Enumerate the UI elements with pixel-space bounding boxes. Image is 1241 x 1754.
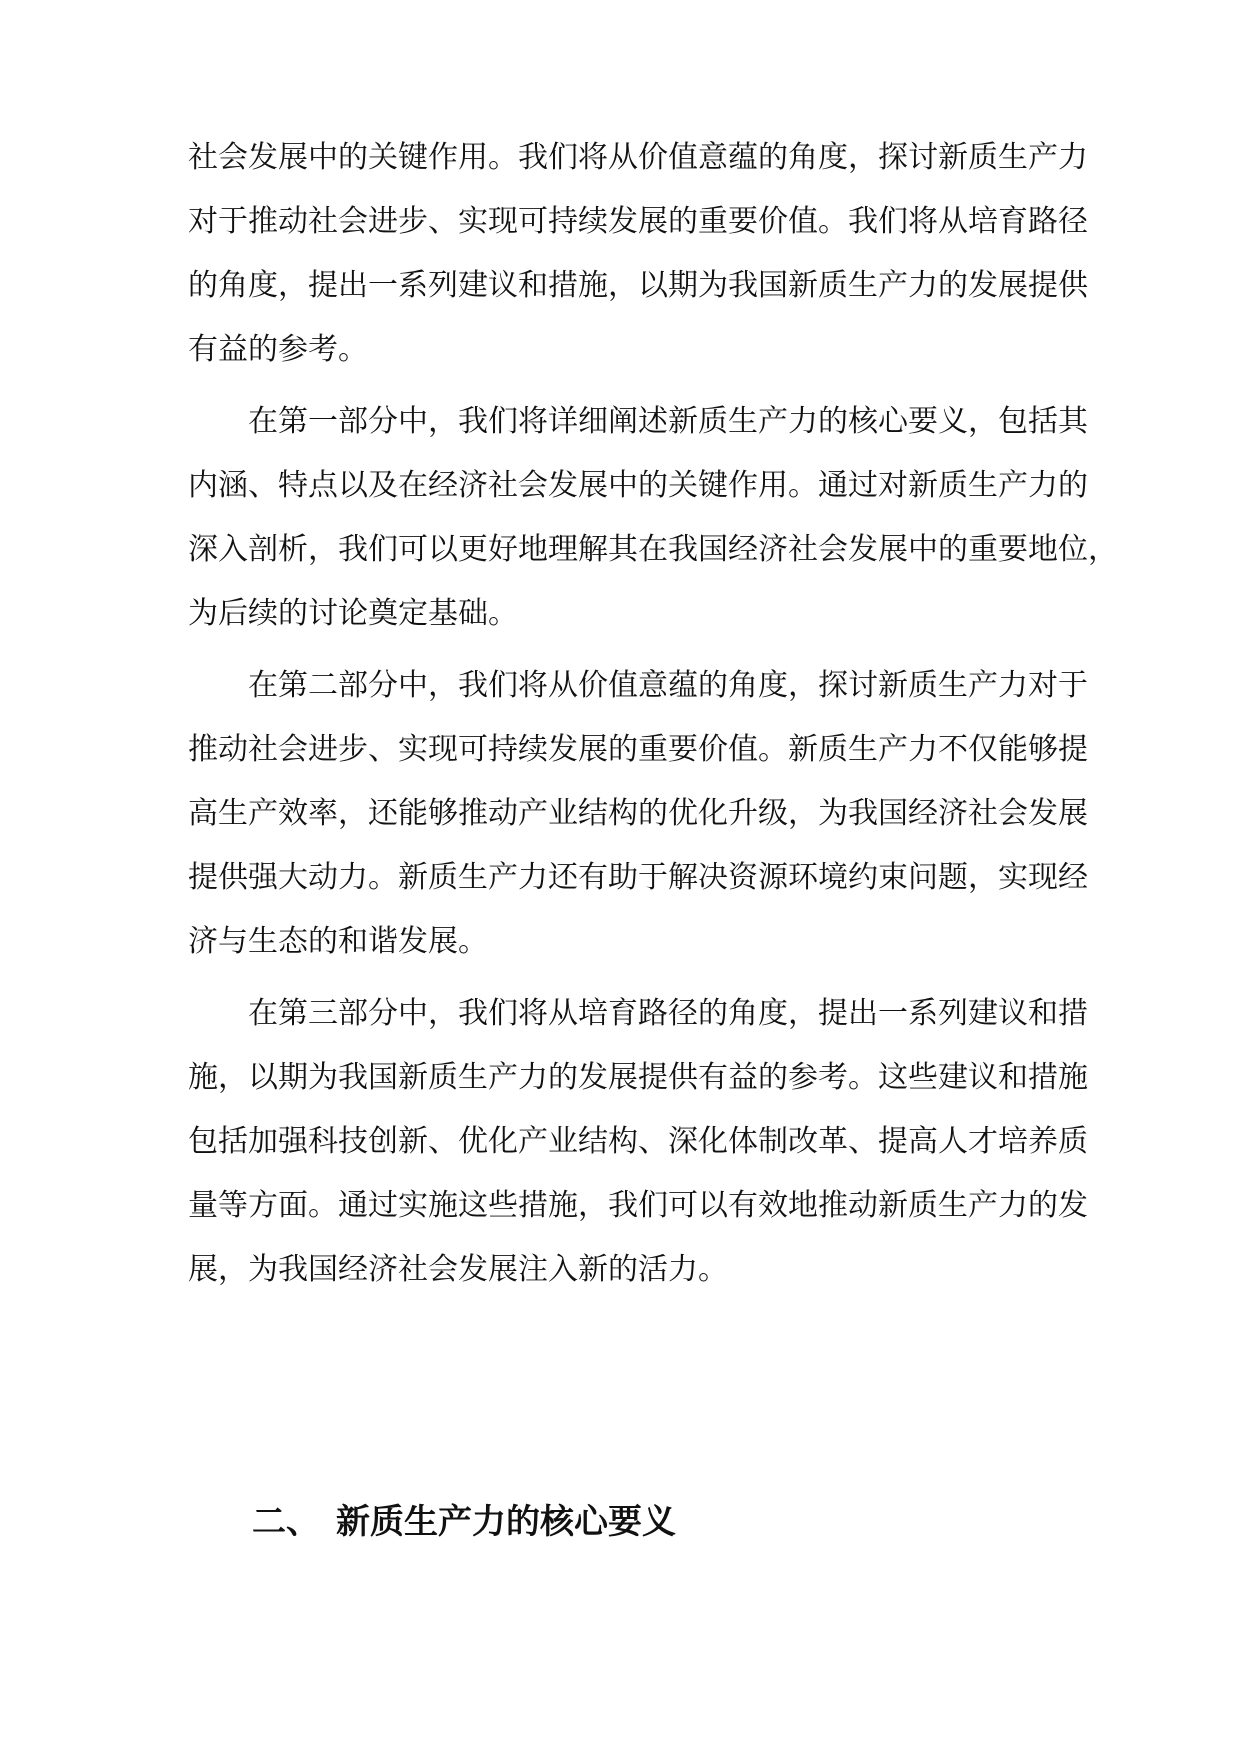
paragraph-3-line-2: 推动社会进步、实现可持续发展的重要价值。新质生产力不仅能够提 (188, 732, 1088, 767)
paragraph-4-line-3: 包括加强科技创新、优化产业结构、深化体制改革、提高人才培养质 (188, 1124, 1088, 1159)
paragraph-1-line-3: 的角度，提出一系列建议和措施，以期为我国新质生产力的发展提供 (188, 268, 1088, 303)
paragraph-4-line-1: 在第三部分中，我们将从培育路径的角度，提出一系列建议和措 (248, 996, 1088, 1031)
paragraph-1-line-1: 社会发展中的关键作用。我们将从价值意蕴的角度，探讨新质生产力 (188, 140, 1088, 175)
section-heading (252, 1500, 676, 1544)
paragraph-2-line-4: 为后续的讨论奠定基础。 (188, 596, 518, 631)
paragraph-3-line-1: 在第二部分中，我们将从价值意蕴的角度，探讨新质生产力对于 (248, 668, 1088, 703)
section-heading-number: 二、 (252, 1502, 320, 1542)
paragraph-4-line-2: 施，以期为我国新质生产力的发展提供有益的参考。这些建议和措施 (188, 1060, 1088, 1095)
paragraph-3-line-5: 济与生态的和谐发展。 (188, 924, 488, 959)
paragraph-3-line-3: 高生产效率，还能够推动产业结构的优化升级，为我国经济社会发展 (188, 796, 1088, 831)
paragraph-4-line-4: 量等方面。通过实施这些措施，我们可以有效地推动新质生产力的发 (188, 1188, 1088, 1223)
paragraph-2-line-1: 在第一部分中，我们将详细阐述新质生产力的核心要义，包括其 (248, 404, 1088, 439)
paragraph-1-line-2: 对于推动社会进步、实现可持续发展的重要价值。我们将从培育路径 (188, 204, 1088, 239)
paragraph-1-line-4: 有益的参考。 (188, 332, 368, 367)
paragraph-2-line-2: 内涵、特点以及在经济社会发展中的关键作用。通过对新质生产力的 (188, 468, 1088, 503)
paragraph-4-line-5: 展，为我国经济社会发展注入新的活力。 (188, 1252, 728, 1287)
paragraph-2-line-3: 深入剖析，我们可以更好地理解其在我国经济社会发展中的重要地位， (188, 532, 1118, 567)
paragraph-3-line-4: 提供强大动力。新质生产力还有助于解决资源环境约束问题，实现经 (188, 860, 1088, 895)
section-heading-title: 新质生产力的核心要义 (336, 1502, 676, 1542)
